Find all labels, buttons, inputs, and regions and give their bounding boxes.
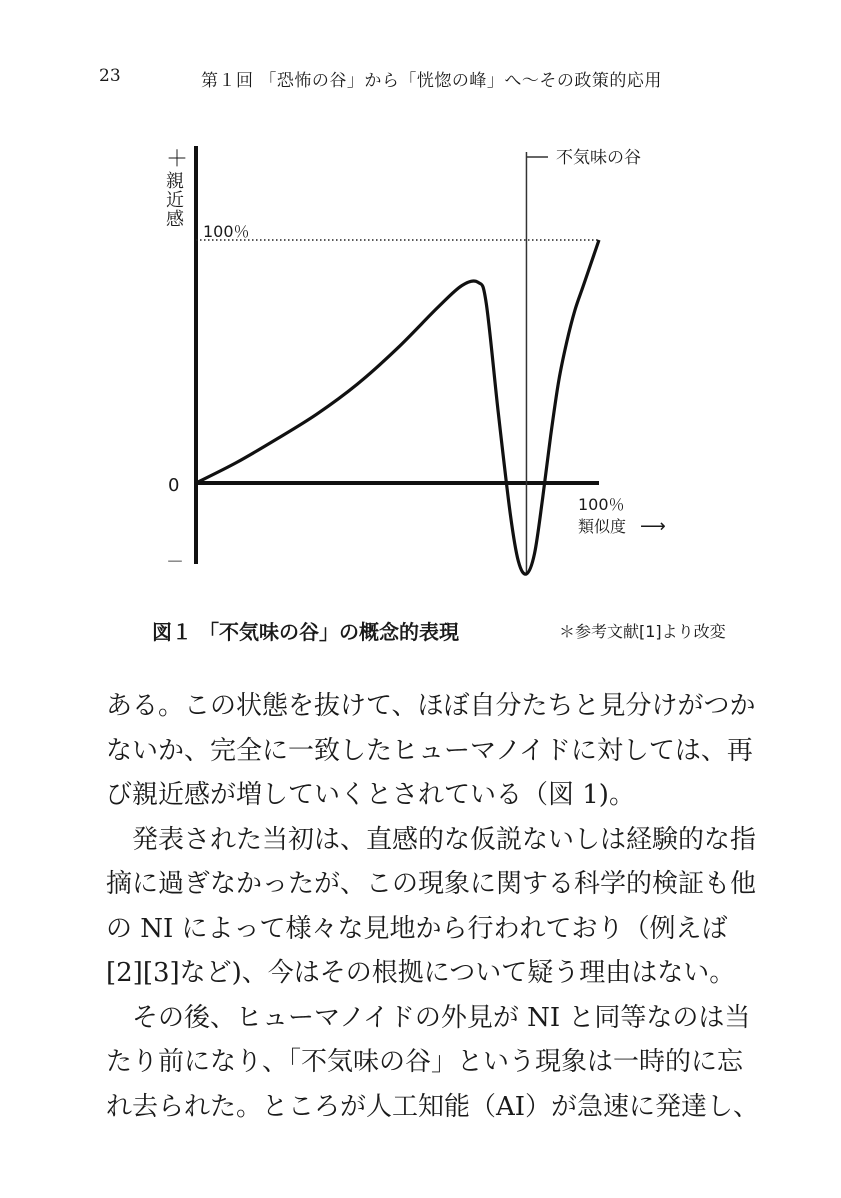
y-axis-label-char-1: 親 <box>166 171 184 192</box>
body-text <box>106 684 760 1129</box>
figure-caption: 図１ 「不気味の谷」の概念的表現 <box>152 620 459 644</box>
body-line: [2][3]など)、今はその根拠について疑う理由はない。 <box>106 958 736 988</box>
x-axis-arrow: ⟶ <box>640 516 666 537</box>
similarity-affinity-curve <box>196 240 599 574</box>
body-line: の NI によって様々な見地から行われており（例えば <box>106 913 728 944</box>
x-end-label: 100％ <box>578 495 625 514</box>
body-line: 摘に過ぎなかったが、この現象に関する科学的検証も他 <box>106 869 757 899</box>
y-tick-zero: 0 <box>168 475 180 496</box>
valley-annotation: 不気味の谷 <box>556 148 641 168</box>
figure-source-note: ＊参考文献[1]より改変 <box>559 622 726 641</box>
body-line: び親近感が増していくとされている（図 1)。 <box>106 780 635 810</box>
x-axis-label: 類似度 <box>578 517 627 536</box>
y-axis-plus-mark: ＋ <box>166 147 189 172</box>
body-line: ある。この状態を抜けて、ほぼ自分たちと見分けがつか <box>106 691 756 721</box>
y-tick-minus: － <box>166 552 184 573</box>
y-axis-label-char-2: 近 <box>166 190 184 211</box>
body-line: ないか、完全に一致したヒューマノイドに対しては、再 <box>106 735 753 766</box>
body-line: れ去られた。ところが人工知能（AI）が急速に発達し、 <box>106 1091 760 1122</box>
running-header: 第１回 「恐怖の谷」から「恍惚の峰」へ～その政策的応用 <box>201 71 662 91</box>
y-tick-100: 100％ <box>203 222 250 241</box>
body-line: たり前になり、「不気味の谷」という現象は一時的に忘 <box>106 1047 744 1077</box>
page-number: 23 <box>99 66 121 86</box>
body-line: その後、ヒューマノイドの外見が NI と同等なのは当 <box>106 1002 751 1033</box>
y-axis-label-char-3: 感 <box>166 209 184 230</box>
body-line: 発表された当初は、直感的な仮説ないしは経験的な指 <box>106 824 757 855</box>
